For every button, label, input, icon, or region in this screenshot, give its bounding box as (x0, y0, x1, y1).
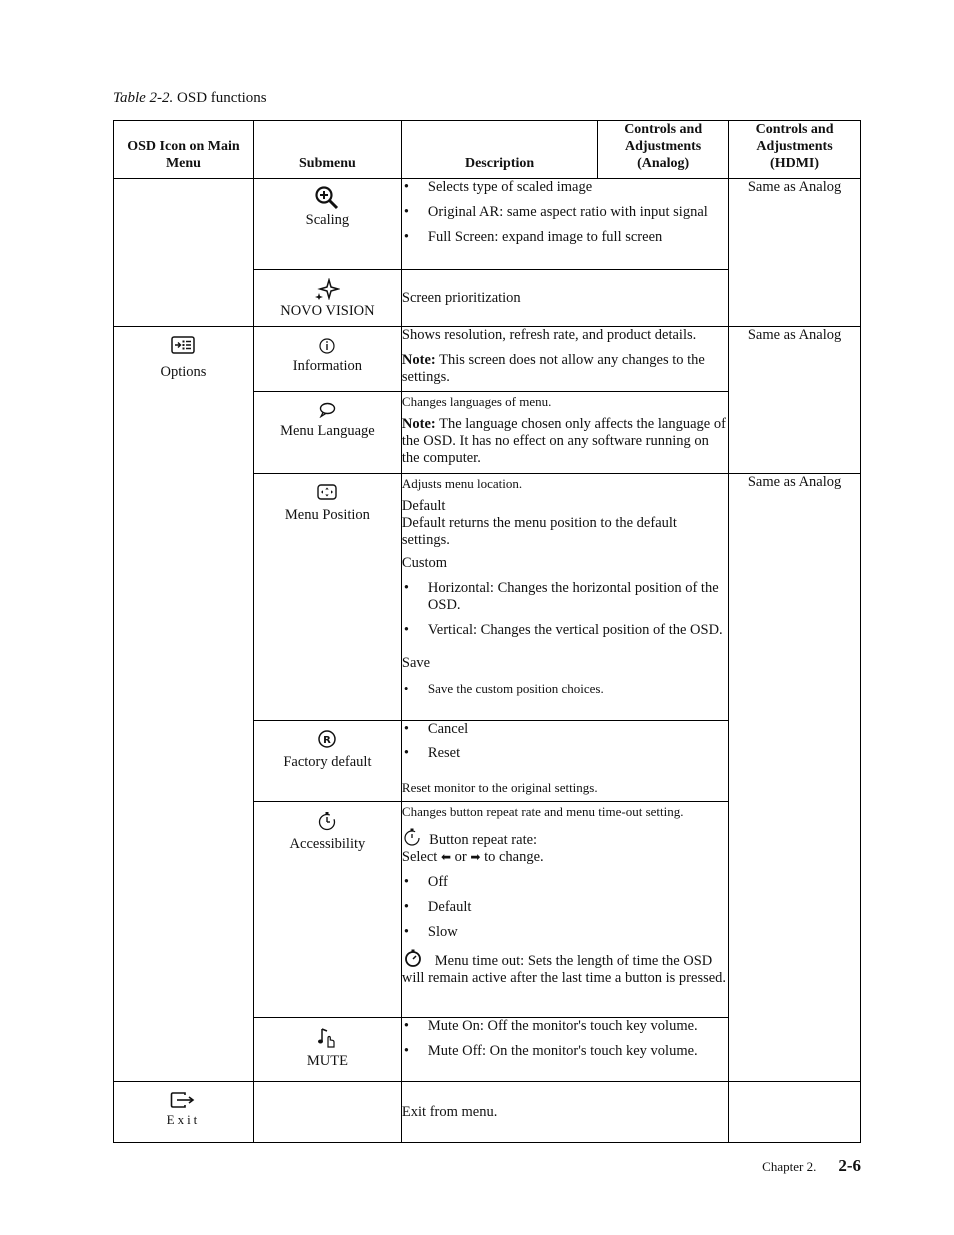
novo-desc: Screen prioritization (401, 289, 521, 306)
left-arrow-icon: ⬅ (440, 850, 452, 864)
list-item: • Slow (402, 924, 728, 941)
right-arrow-icon: ➡ (470, 850, 481, 864)
factory-default-label: Factory default (283, 754, 372, 770)
timeout-line (402, 949, 728, 987)
submenu-scaling (253, 179, 401, 270)
options-list-icon (171, 336, 195, 354)
accessibility-description (401, 802, 728, 1018)
repeat-rate-text: Button repeat rate: (429, 832, 538, 848)
list-item: • Reset (402, 745, 728, 762)
options-label: Options (160, 364, 207, 380)
submenu-information (253, 327, 401, 392)
table-caption (113, 90, 267, 107)
exit-description (401, 1082, 728, 1143)
list-item: • Save the custom position choices. (402, 680, 728, 697)
list-item: • Cancel (402, 721, 728, 738)
menu-language-description (401, 392, 728, 474)
reset-r-icon (317, 729, 337, 749)
scaling-hdmi: Same as Analog (729, 179, 861, 327)
sparkle-icon (314, 278, 340, 300)
caption-prefix: Table 2-2. (113, 90, 174, 106)
repeat-rate-line (402, 828, 728, 849)
timer-icon (402, 949, 424, 967)
list-item: • Off (402, 874, 728, 891)
select-line (402, 849, 728, 866)
accessibility-label: Accessibility (289, 836, 366, 852)
button-repeat-icon (402, 828, 422, 846)
position-desc: Adjusts menu location. (401, 476, 523, 491)
exit-cell (114, 1082, 254, 1143)
list-item: • Original AR: same aspect ratio with input signal (402, 204, 728, 221)
mute-description (401, 1018, 728, 1082)
submenu-menu-language (253, 392, 401, 474)
submenu-menu-position (253, 474, 401, 721)
position-default-text: Default returns the menu position to the default settings. (401, 515, 677, 548)
header-row (114, 121, 861, 179)
submenu-mute (253, 1018, 401, 1082)
information-description (401, 327, 728, 392)
select-text-a: Select (401, 849, 438, 865)
select-text-c: to change. (484, 849, 544, 865)
options-hdmi-2: Same as Analog (729, 474, 861, 1082)
page-footer (762, 1156, 861, 1176)
chapter-label: Chapter 2. (762, 1159, 817, 1174)
submenu-factory-default (253, 721, 401, 802)
zoom-in-icon (314, 185, 340, 211)
exit-desc: Exit from menu. (401, 1103, 498, 1120)
note-text: The language chosen only affects the language of the OSD. It has no effect on any software running on the computer. (401, 416, 726, 466)
info-icon (318, 337, 336, 355)
menu-position-icon (317, 484, 337, 500)
information-desc: Shows resolution, refresh rate, and product details. (401, 327, 697, 343)
note-label: Note: (401, 352, 436, 368)
list-item: • Default (402, 899, 728, 916)
header-hdmi: Controls and Adjustments (HDMI) (729, 121, 861, 179)
header-description: Description (401, 121, 597, 179)
table-row (114, 179, 861, 270)
page-number: 2-6 (838, 1156, 861, 1175)
list-item: • Selects type of scaled image (402, 179, 728, 196)
menu-position-description (401, 474, 728, 721)
position-custom-title: Custom (401, 555, 448, 571)
music-touch-icon (317, 1027, 337, 1049)
language-desc: Changes languages of menu. (401, 394, 552, 409)
factory-default-description (401, 721, 728, 802)
information-label: Information (292, 358, 363, 374)
header-submenu: Submenu (253, 121, 401, 179)
information-note (402, 352, 728, 386)
list-item: • Vertical: Changes the vertical position of the OSD. (402, 622, 728, 639)
options-cell (114, 327, 254, 1082)
accessibility-desc: Changes button repeat rate and menu time-out setting. (401, 804, 684, 819)
stopwatch-icon (317, 811, 337, 831)
list-item: • Horizontal: Changes the horizontal position of the OSD. (402, 580, 728, 614)
position-save-title: Save (401, 655, 431, 671)
novo-vision-label: NOVO VISION (280, 303, 375, 319)
exit-label: Exit (166, 1112, 201, 1127)
speech-bubble-icon (318, 402, 336, 418)
language-note (402, 416, 728, 467)
scaling-label: Scaling (305, 212, 350, 228)
submenu-accessibility (253, 802, 401, 1018)
table-row (114, 1082, 861, 1143)
scaling-description (401, 179, 728, 270)
timeout-text: Menu time out: Sets the length of time the OSD will remain active after the last time a button is pressed. (401, 953, 727, 986)
svg-text:R: R (323, 735, 332, 746)
mute-label: MUTE (306, 1053, 348, 1069)
empty-icon-cell (114, 179, 254, 327)
exit-hdmi-empty (729, 1082, 861, 1143)
note-label: Note: (401, 416, 436, 432)
note-text: This screen does not allow any changes to the settings. (401, 352, 705, 385)
caption-text: OSD functions (177, 90, 267, 106)
list-item: • Mute Off: On the monitor's touch key volume. (402, 1043, 728, 1060)
header-icon: OSD Icon on Main Menu (114, 121, 254, 179)
list-item: • Full Screen: expand image to full screen (402, 229, 728, 246)
header-analog: Controls and Adjustments (Analog) (598, 121, 729, 179)
menu-position-label: Menu Position (284, 507, 370, 523)
submenu-novo-vision (253, 270, 401, 327)
exit-icon (170, 1091, 196, 1109)
osd-functions-table (113, 120, 861, 1143)
position-default-title: Default (401, 498, 446, 514)
factory-desc: Reset monitor to the original settings. (401, 780, 598, 795)
table-row (114, 327, 861, 392)
list-item: • Mute On: Off the monitor's touch key volume. (402, 1018, 728, 1035)
select-text-b: or (454, 849, 467, 865)
novo-vision-description (401, 270, 728, 327)
options-hdmi-1: Same as Analog (729, 327, 861, 474)
menu-language-label: Menu Language (280, 423, 375, 439)
exit-submenu-empty (253, 1082, 401, 1143)
